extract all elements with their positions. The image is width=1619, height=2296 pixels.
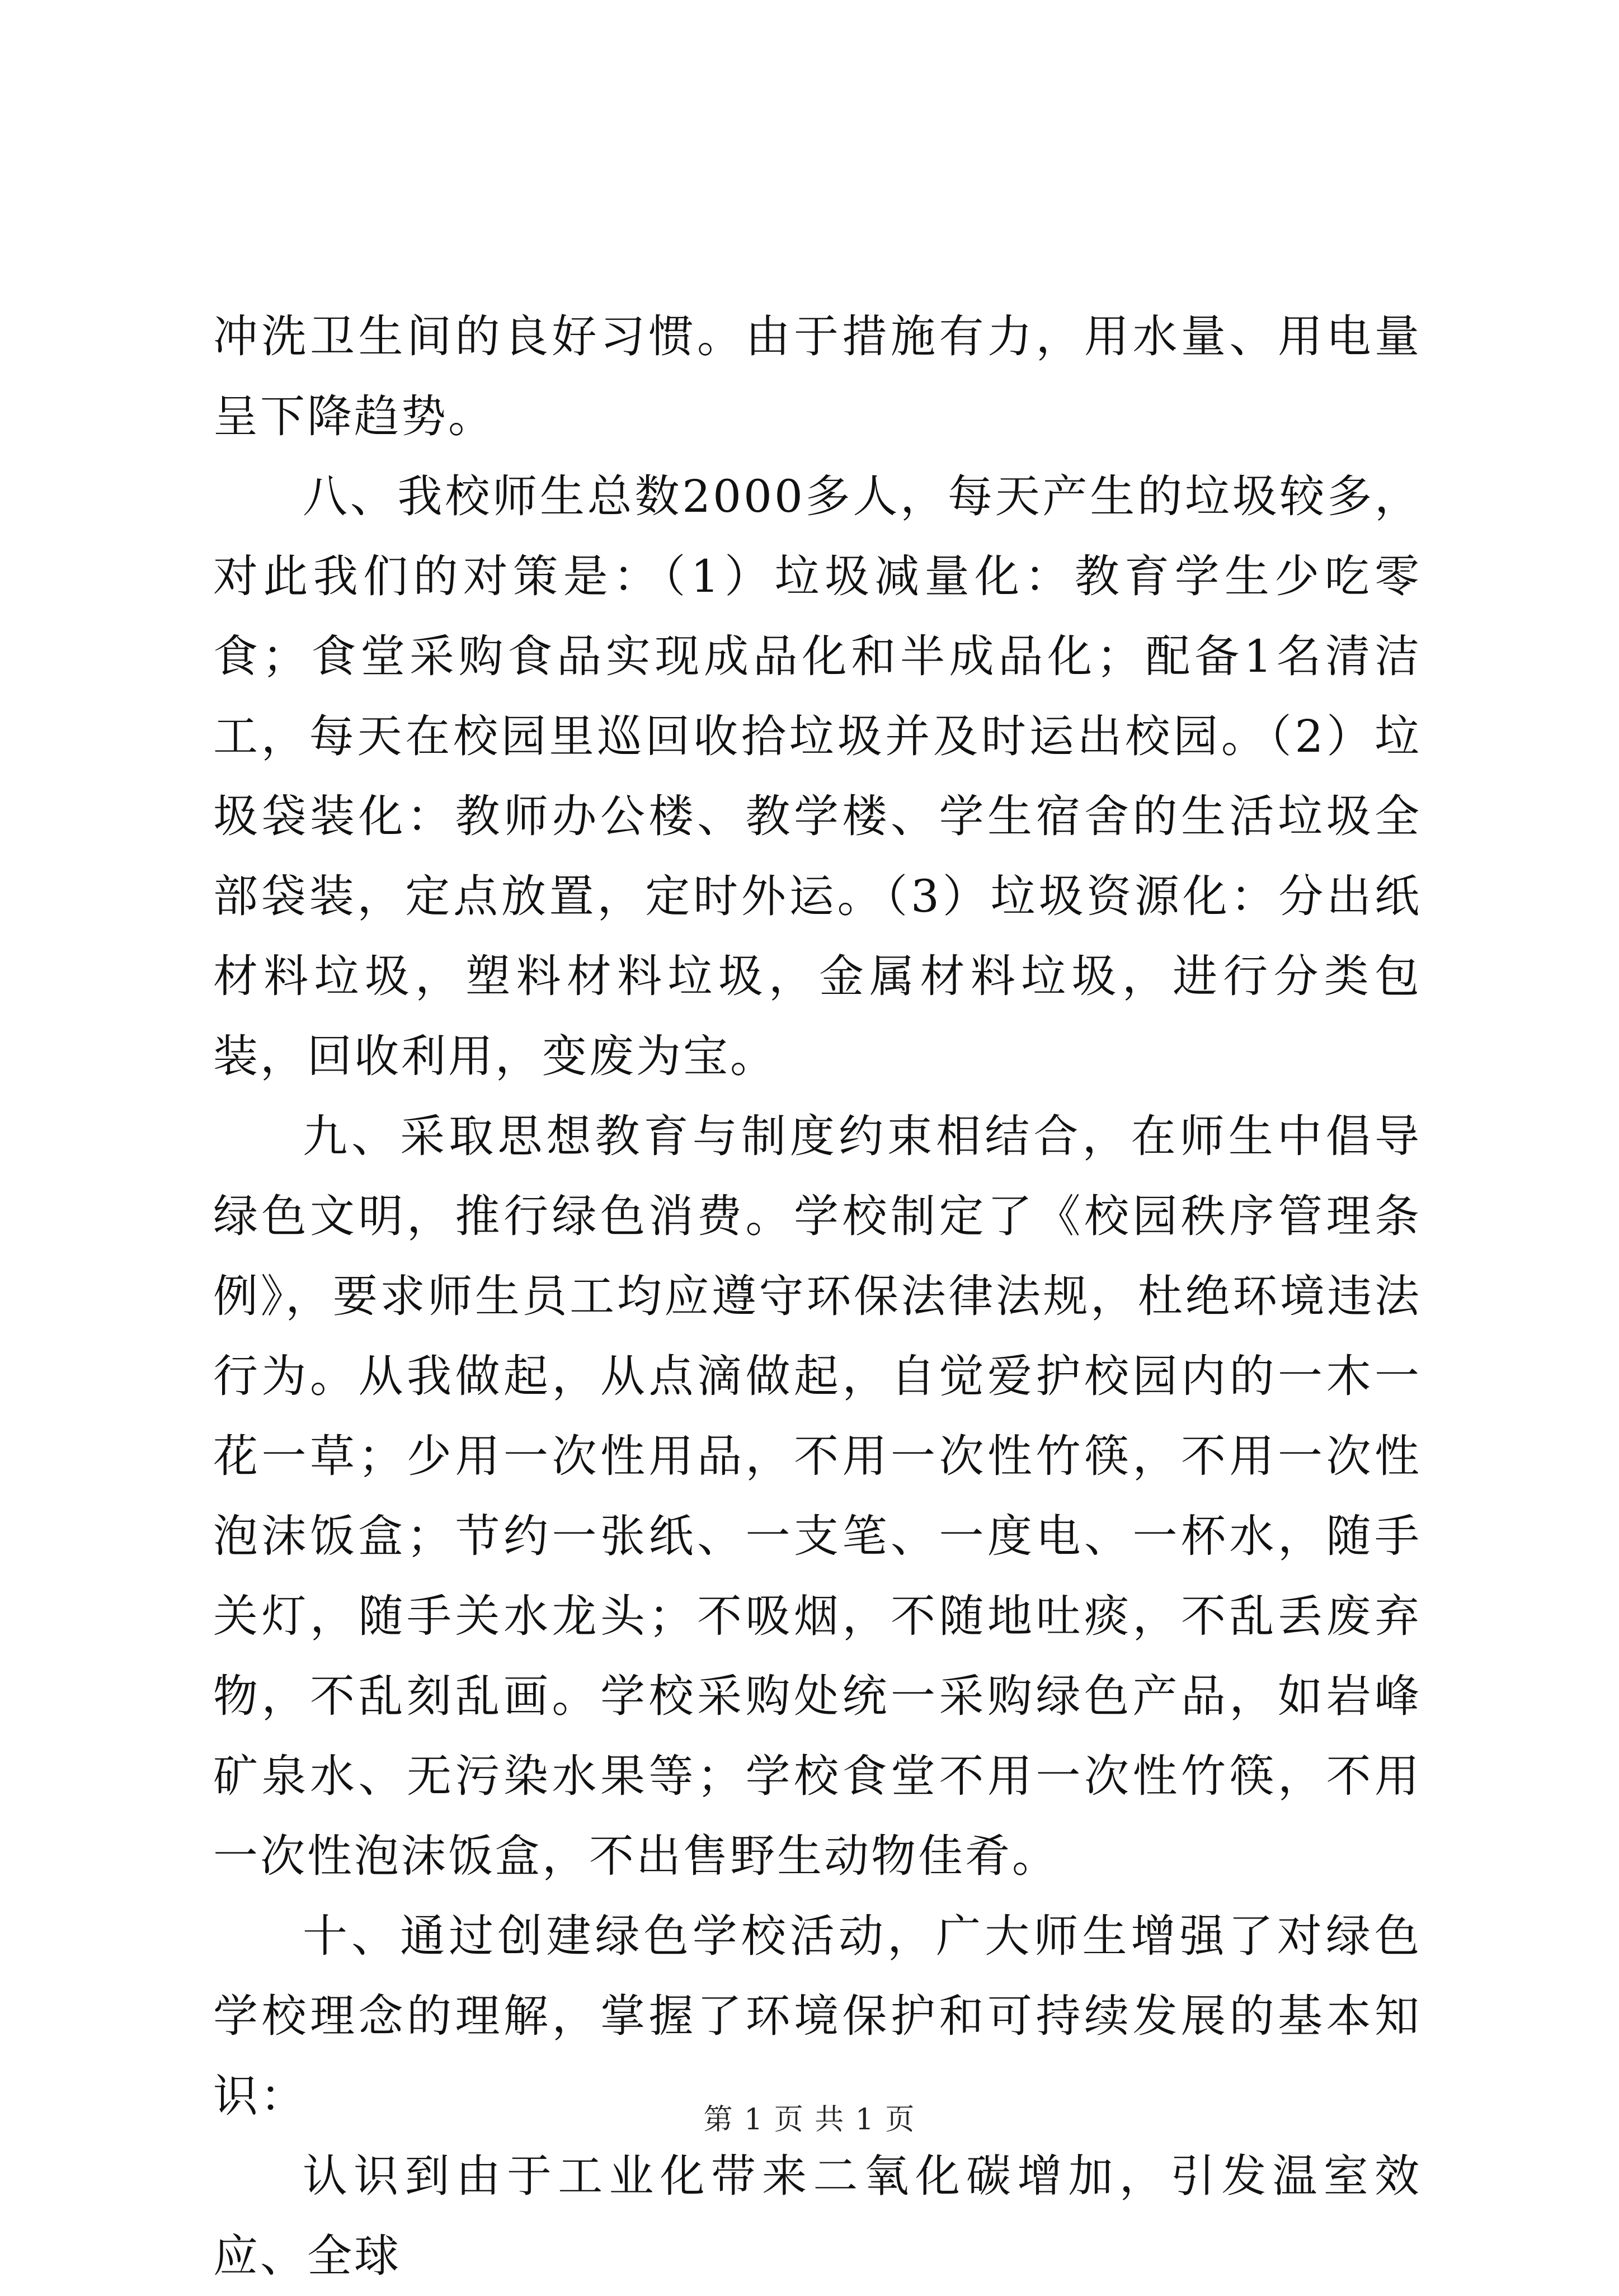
page-number-footer: 第 1 页 共 1 页 (703, 2103, 916, 2137)
paragraph-continuation: 冲洗卫生间的良好习惯。由于措施有力，用水量、用电量呈下降趋势。 (213, 310, 1422, 442)
paragraph-nine: 九、采取思想教育与制度约束相结合，在师生中倡导绿色文明，推行绿色消费。学校制定了《校园秩序管理条例》，要求师生员工均应遵守环保法律法规，杜绝环境违法行为。从我做起，从点滴做起，自觉爱护校园内的一木一花一草；少用一次性用品，不用一次性竹筷，不用一次性泡沫饭盒；节约一张纸、一支笔、一度电、一杯水，随手关灯，随手关水龙头；不吸烟，不随地吐痰，不乱丢废弃物，不乱刻乱画。学校采购处统一采购绿色产品，如岩峰矿泉水、无污染水果等；学校食堂不用一次性竹筷，不用一次性泡沫饭盒，不出售野生动物佳肴。 (213, 1110, 1422, 1882)
paragraph-eight: 八、我校师生总数2000多人，每天产生的垃圾较多，对此我们的对策是：（1）垃圾减量化：教育学生少吃零食；食堂采购食品实现成品化和半成品化；配备1名清洁工，每天在校园里巡回收拾垃圾并及时运出校园。（2）垃圾袋装化：教师办公楼、教学楼、学生宿舍的生活垃圾全部袋装，定点放置，定时外运。（3）垃圾资源化：分出纸材料垃圾，塑料材料垃圾，金属材料垃圾，进行分类包装，回收利用，变废为宝。 (213, 470, 1422, 1082)
document-body (213, 296, 1422, 2296)
paragraph-ten: 十、通过创建绿色学校活动，广大师生增强了对绿色学校理念的理解，掌握了环境保护和可持续发展的基本知识： (213, 1910, 1422, 2122)
paragraph-ten-continued: 认识到由于工业化带来二氧化碳增加，引发温室效应、全球 (213, 2150, 1422, 2282)
